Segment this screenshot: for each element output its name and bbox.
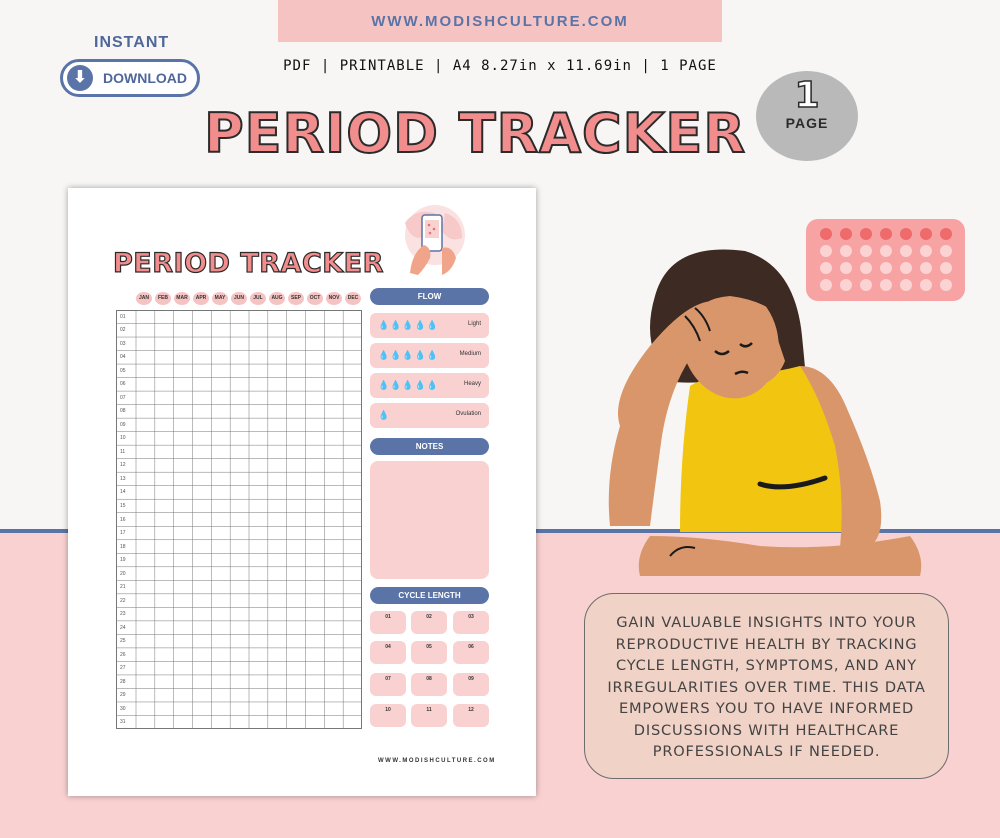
day-label: 24 [120, 624, 126, 631]
flow-label: Light [467, 321, 481, 327]
month-sep: SEP [288, 292, 304, 305]
pill-dot [940, 279, 952, 291]
month-apr: APR [193, 292, 209, 305]
day-label: 17 [120, 530, 126, 537]
product-description: GAIN VALUABLE INSIGHTS INTO YOUR REPRODUCTIVE HEALTH BY TRACKING CYCLE LENGTH, SYMPTOMS, AND ANY IRREGULARITIES OVER TIME. THIS DATA EMPOWERS YOU TO HAVE INFORMED DISCUSSIONS WITH HEALTHCARE PROFESSIONALS IF NEEDED. [584, 593, 949, 779]
month-dec: DEC [345, 292, 361, 305]
page-count-number: 1 [794, 75, 820, 116]
download-button[interactable] [60, 59, 200, 97]
page-title: PERIOD TRACKER [204, 102, 746, 165]
month-nov: NOV [326, 292, 342, 305]
day-label: 19 [120, 557, 126, 564]
flow-heading: FLOW [370, 288, 489, 305]
day-label: 01 [120, 313, 126, 320]
pill-dot [940, 228, 952, 240]
woman-illustration [580, 236, 940, 576]
cycle-cell-03: 03 [453, 611, 489, 634]
day-label: 26 [120, 651, 126, 658]
day-label: 22 [120, 597, 126, 604]
month-aug: AUG [269, 292, 285, 305]
cycle-cell-11: 11 [411, 704, 447, 727]
day-label: 09 [120, 421, 126, 428]
day-label: 20 [120, 570, 126, 577]
site-url-banner[interactable]: WWW.MODISHCULTURE.COM [278, 0, 722, 42]
month-feb: FEB [155, 292, 171, 305]
month-mar: MAR [174, 292, 190, 305]
cycle-cell-08: 08 [411, 673, 447, 696]
day-label: 04 [120, 354, 126, 361]
day-label: 07 [120, 394, 126, 401]
page-count-label: PAGE [785, 115, 829, 131]
day-label: 14 [120, 489, 126, 496]
notes-box [370, 461, 489, 579]
page-count-badge [756, 71, 858, 161]
spec-line: PDF | PRINTABLE | A4 8.27in x 11.69in | 1 PAGE [283, 58, 717, 74]
cycle-cell-10: 10 [370, 704, 406, 727]
flow-label: Heavy [463, 381, 481, 387]
cycle-cell-12: 12 [453, 704, 489, 727]
cycle-cell-04: 04 [370, 641, 406, 664]
tracker-grid [116, 310, 362, 729]
day-label: 11 [120, 448, 126, 455]
day-label: 02 [120, 327, 126, 334]
drop-icon: 💧 [378, 410, 391, 420]
month-jul: JUL [250, 292, 266, 305]
pill-dot [940, 245, 952, 257]
day-label: 13 [120, 475, 126, 482]
cycle-cell-05: 05 [411, 641, 447, 664]
day-label: 05 [120, 367, 126, 374]
flow-label: Ovulation [455, 411, 481, 417]
drop-icons: 💧💧💧💧💧 [378, 380, 440, 390]
flow-label: Medium [459, 351, 481, 357]
day-label: 29 [120, 692, 126, 699]
flow-item-medium [370, 343, 489, 368]
drop-icons: 💧💧💧💧💧 [378, 350, 440, 360]
day-label: 03 [120, 340, 126, 347]
month-may: MAY [212, 292, 228, 305]
day-label: 30 [120, 705, 126, 712]
month-header-row [136, 292, 361, 305]
flow-item-ovulation [370, 403, 489, 428]
cycle-cell-02: 02 [411, 611, 447, 634]
grid-lines [116, 310, 362, 729]
drop-icons: 💧💧💧💧💧 [378, 320, 440, 330]
day-label: 21 [120, 584, 126, 591]
day-label: 16 [120, 516, 126, 523]
day-label: 28 [120, 678, 126, 685]
day-label: 18 [120, 543, 126, 550]
day-label: 10 [120, 435, 126, 442]
day-label: 15 [120, 502, 126, 509]
day-label: 06 [120, 381, 126, 388]
flow-item-heavy [370, 373, 489, 398]
cycle-length-heading: CYCLE LENGTH [370, 587, 489, 604]
month-jun: JUN [231, 292, 247, 305]
month-jan: JAN [136, 292, 152, 305]
download-label: DOWNLOAD [103, 70, 187, 86]
cycle-cell-09: 09 [453, 673, 489, 696]
day-label: 31 [120, 719, 126, 726]
pill-dot [940, 262, 952, 274]
tracker-document-preview [68, 188, 536, 796]
month-oct: OCT [307, 292, 323, 305]
document-title: PERIOD TRACKER [113, 248, 384, 279]
cycle-cell-01: 01 [370, 611, 406, 634]
download-arrow-icon: ⬇ [67, 65, 93, 91]
phone-hand-illustration [390, 203, 480, 278]
day-label: 12 [120, 462, 126, 469]
day-label: 27 [120, 665, 126, 672]
instant-label: INSTANT [94, 34, 170, 51]
notes-heading: NOTES [370, 438, 489, 455]
document-footer-url: WWW.MODISHCULTURE.COM [378, 758, 496, 764]
cycle-cell-07: 07 [370, 673, 406, 696]
day-label: 25 [120, 638, 126, 645]
day-label: 08 [120, 408, 126, 415]
day-label: 23 [120, 611, 126, 618]
cycle-cell-06: 06 [453, 641, 489, 664]
flow-item-light [370, 313, 489, 338]
